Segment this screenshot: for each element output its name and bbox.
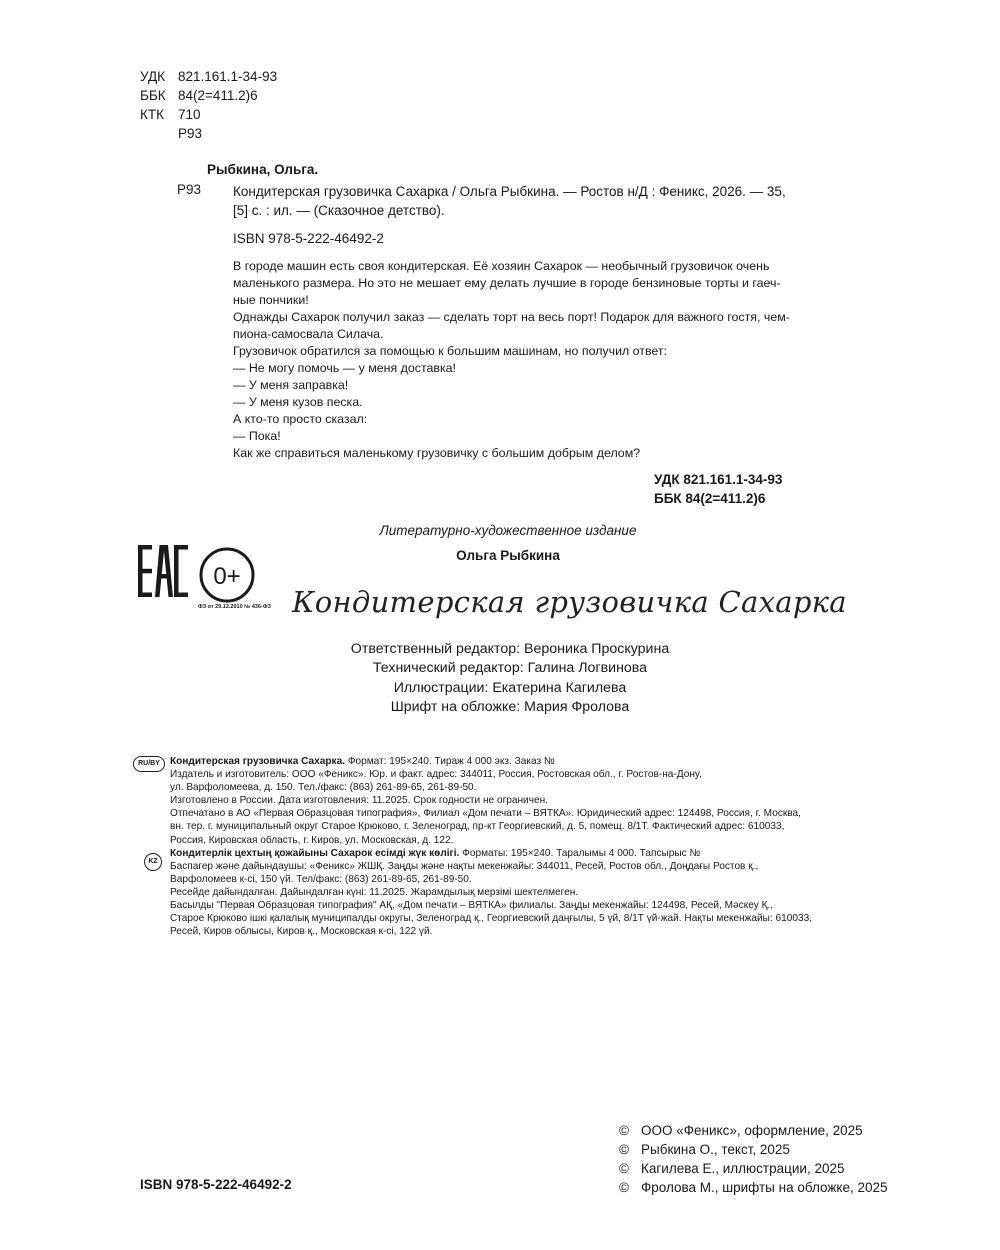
copyright-line [619,1140,888,1159]
age-law-note: ФЗ от 29.12.2010 № 436-ФЗ [198,604,271,610]
class-value: Р93 [178,126,203,141]
copyright-icon: © [619,1142,629,1157]
legal-line: Варфоломеев к-сі, 150 үй. Тел/факс: (863) 261-89-65, 261-89-50. [170,873,472,885]
class-key: ББК [140,88,166,103]
copyright-text: ООО «Феникс», оформление, 2025 [641,1123,863,1138]
legal-line: Ресей, Киров облысы, Киров қ., Московская к-сі, 122 үй. [170,926,433,938]
ru-by-badge-icon: RU/BY [133,756,165,772]
legal-line: ул. Варфоломеева, д. 150. Тел./факс: (863) 261-89-65, 261-89-50. [170,782,477,794]
copyright-line [619,1159,888,1178]
copyright-line [619,1121,888,1140]
annotation-paragraph: Однажды Сахарок получил заказ — сделать торт на весь порт! Подарок для важного гостя, чем-пиона-самосвала Силача. [233,310,790,341]
copyright-text: Кагилева Е., иллюстрации, 2025 [641,1161,845,1176]
legal-line: Издатель и изготовитель: ООО «Феникс». Юр. и факт. адрес: 344011, Россия, Ростовская обл., г. Ростов-на-Дону, [170,769,702,781]
legal-line: Ресейде дайындалған. Дайындалған күні: 11.2025. Жарамдылық мерзімі шектелмеген. [170,886,579,898]
legal-line [170,755,812,768]
legal-line: Баспагер және дайындаушы: «Феникс» ЖШҚ. Заңды және нақты мекенжайы: 344011, Ресей, Ростов обл., Доңдағы Ростов қ., [170,860,759,872]
legal-line: Старое Крюково ішкі қалалық муниципалды округы, Зеленоград қ., Георгиевский даңғылы, 5 үй, 8/1Т үй-жай. Нақты мекенжайы: 610033, [170,913,813,925]
kz-title: Кондитерлік цехтың қожайыны Сахарок есімді жүк көлігі. [170,847,460,859]
udk-code: УДК 821.161.1-34-93 [654,472,783,487]
classification-row [140,86,277,105]
class-key [140,124,178,143]
annotation-paragraph: В городе машин есть своя кондитерская. Её хозяин Сахарок — необычный грузовичок очень маленького размера. Но это не мешает ему делать лучшие в городе бензиновые торты и гаеч-ные пончики! [233,259,781,307]
legal-line: Россия, Кировская область, г. Киров, ул. Московская, д. 122. [170,834,454,846]
legal-line [170,847,812,860]
catalog-code: Р93 [177,182,202,197]
copyright-icon: © [619,1180,629,1195]
credit-line: Технический редактор: Галина Логвинова [372,660,648,677]
annotation-paragraph: — У меня кузов песка. [233,395,363,409]
classification-row [140,124,277,143]
copyright-line [619,1178,888,1197]
legal-line: Басылды "Первая Образцовая типография" АҚ, «Дом печати – ВЯТКА» филиалы. Заңды мекенжайы: 124498, Ресей, Мәскеу Қ., [170,900,774,912]
class-key: УДК [140,69,165,84]
class-value: 821.161.1-34-93 [178,69,278,84]
legal-text: Форматы: 195×240. Таралымы 4 000. Тапсырыс № [459,847,701,859]
legal-info [170,755,812,938]
bbk-code: ББК 84(2=411.2)6 [654,491,766,506]
classification-row [140,67,277,86]
book-title: Кондитерская грузовичка Сахарка [292,585,847,619]
copyright-text: Фролова М., шрифты на обложке, 2025 [641,1180,888,1195]
annotation [233,258,803,462]
legal-line: вн. тер. г. муниципальный округ Старое Крюково, г. Зеленоград, пр-кт Георгиевский, д. 5, помещ. 8/1Т. Фактический адрес: 610033, [170,821,785,833]
credit-line: Иллюстрации: Екатерина Кагилева [393,679,627,696]
copyright-block [619,1121,888,1197]
bibliographic-entry: Кондитерская грузовичка Сахарка / Ольга Рыбкина. — Ростов н/Д : Феникс, 2026. — 35, [5] с. : ил. — (Сказочное детство). [233,184,786,218]
annotation-paragraph: А кто-то просто сказал: [233,412,368,426]
annotation-paragraph: — Не могу помочь — у меня доставка! [233,361,457,375]
copyright-icon: © [619,1161,629,1176]
kz-badge-icon: KZ [144,853,162,871]
class-value: 710 [178,107,201,122]
eac-mark-icon [138,545,188,597]
codes-right [654,470,782,508]
copyright-text: Рыбкина О., текст, 2025 [641,1142,790,1157]
legal-line: Изготовлено в России. Дата изготовления: 11.2025. Срок годности не ограничен. [170,795,548,807]
author-name: Ольга Рыбкина [456,548,560,563]
author-heading: Рыбкина, Ольга. [207,162,319,177]
credit-line: Шрифт на обложке: Мария Фролова [390,698,630,715]
legal-text: Формат: 195×240. Тираж 4 000 экз. Заказ № [345,756,555,767]
annotation-paragraph: — У меня заправка! [233,378,349,392]
annotation-paragraph: Как же справиться маленькому грузовичку с большим добрым делом? [233,446,641,460]
credits [0,640,1000,717]
class-key: КТК [140,107,164,122]
isbn-top: ISBN 978-5-222-46492-2 [233,231,384,246]
ru-title: Кондитерская грузовичка Сахарка. [170,756,346,767]
annotation-paragraph: Грузовичок обратился за помощью к большим машинам, но получил ответ: [233,344,667,358]
legal-line: Отпечатано в АО «Первая Образцовая типография», Филиал «Дом печати – ВЯТКА». Юридический адрес: 124498, Россия, г. Москва, [170,808,801,820]
age-rating-text: 0+ [213,563,241,590]
class-value: 84(2=411.2)6 [178,88,258,103]
classification-row [140,105,277,124]
edition-type: Литературно-художественное издание [379,523,637,538]
classification-block [140,67,277,143]
copyright-icon: © [619,1123,629,1138]
age-rating-icon [198,546,256,604]
annotation-paragraph: — Пока! [233,429,281,443]
credit-line: Ответственный редактор: Вероника Проскурина [350,641,670,657]
isbn-bottom: ISBN 978-5-222-46492-2 [140,1177,292,1192]
